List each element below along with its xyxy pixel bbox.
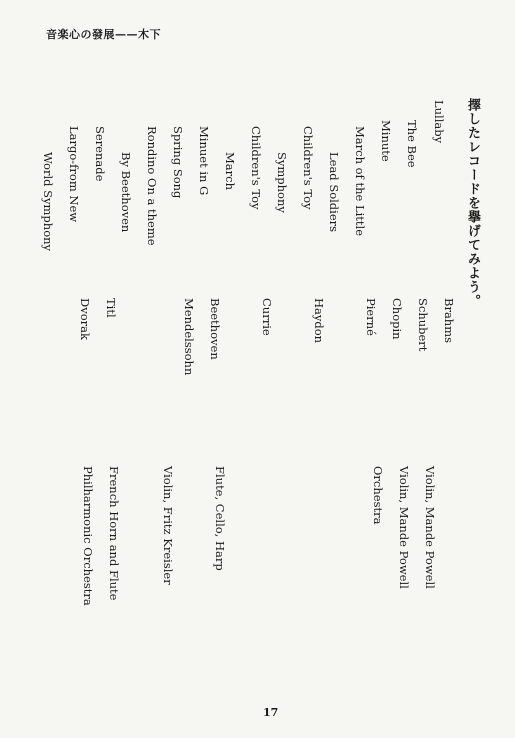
section-heading: 擇したレコードを擧げてみよう。 <box>465 98 480 308</box>
performer-cell: Violin, Mande Powell <box>423 466 437 589</box>
page-number: 17 <box>263 706 279 719</box>
composer-cell: Schubert <box>416 298 430 352</box>
composer-cell: Pierné <box>364 298 378 336</box>
title-cell: Spring Song <box>171 126 185 199</box>
composer-cell: Beethoven <box>208 298 222 360</box>
title-cell: Minuet in G <box>197 126 211 196</box>
title-cell: Children's Toy <box>249 126 263 210</box>
title-cell: Minute <box>379 120 393 162</box>
title-cell: Serenade <box>93 126 107 182</box>
composer-cell: Mendelssohn <box>182 298 196 376</box>
performer-cell: Flute, Cello, Harp <box>213 466 227 571</box>
composer-cell: Brahms <box>442 298 456 344</box>
composer-cell: Haydon <box>312 298 326 344</box>
performer-cell: Orchestra <box>371 466 385 525</box>
title-cell: By Beethoven <box>119 152 133 233</box>
title-cell: World Symphony <box>41 152 55 252</box>
performer-cell: French Horn and Flute <box>107 466 121 601</box>
composer-cell: Chopin <box>390 298 404 340</box>
title-cell: Rondino On a theme <box>145 126 159 246</box>
composer-cell: Titl <box>104 298 118 318</box>
title-cell: Symphony <box>275 152 289 213</box>
running-header: 音楽心の發展——木下 <box>46 28 161 41</box>
performer-cell: Philharmonic Orchestra <box>81 466 95 606</box>
title-cell: Lullaby <box>432 100 446 144</box>
composer-cell: Dvorak <box>78 298 92 340</box>
performer-cell: Violin, Mande Powell <box>397 466 411 589</box>
title-cell: The Bee <box>405 120 419 168</box>
title-cell: March <box>223 152 237 190</box>
title-cell: Largo-from New <box>67 126 81 223</box>
title-cell: Lead Soldiers <box>327 152 341 233</box>
composer-cell: Currie <box>260 298 274 336</box>
performer-cell: Violin, Fritz Kreisler <box>161 466 175 585</box>
title-cell: Children's Toy <box>301 126 315 210</box>
title-cell: March of the Little <box>353 126 367 236</box>
